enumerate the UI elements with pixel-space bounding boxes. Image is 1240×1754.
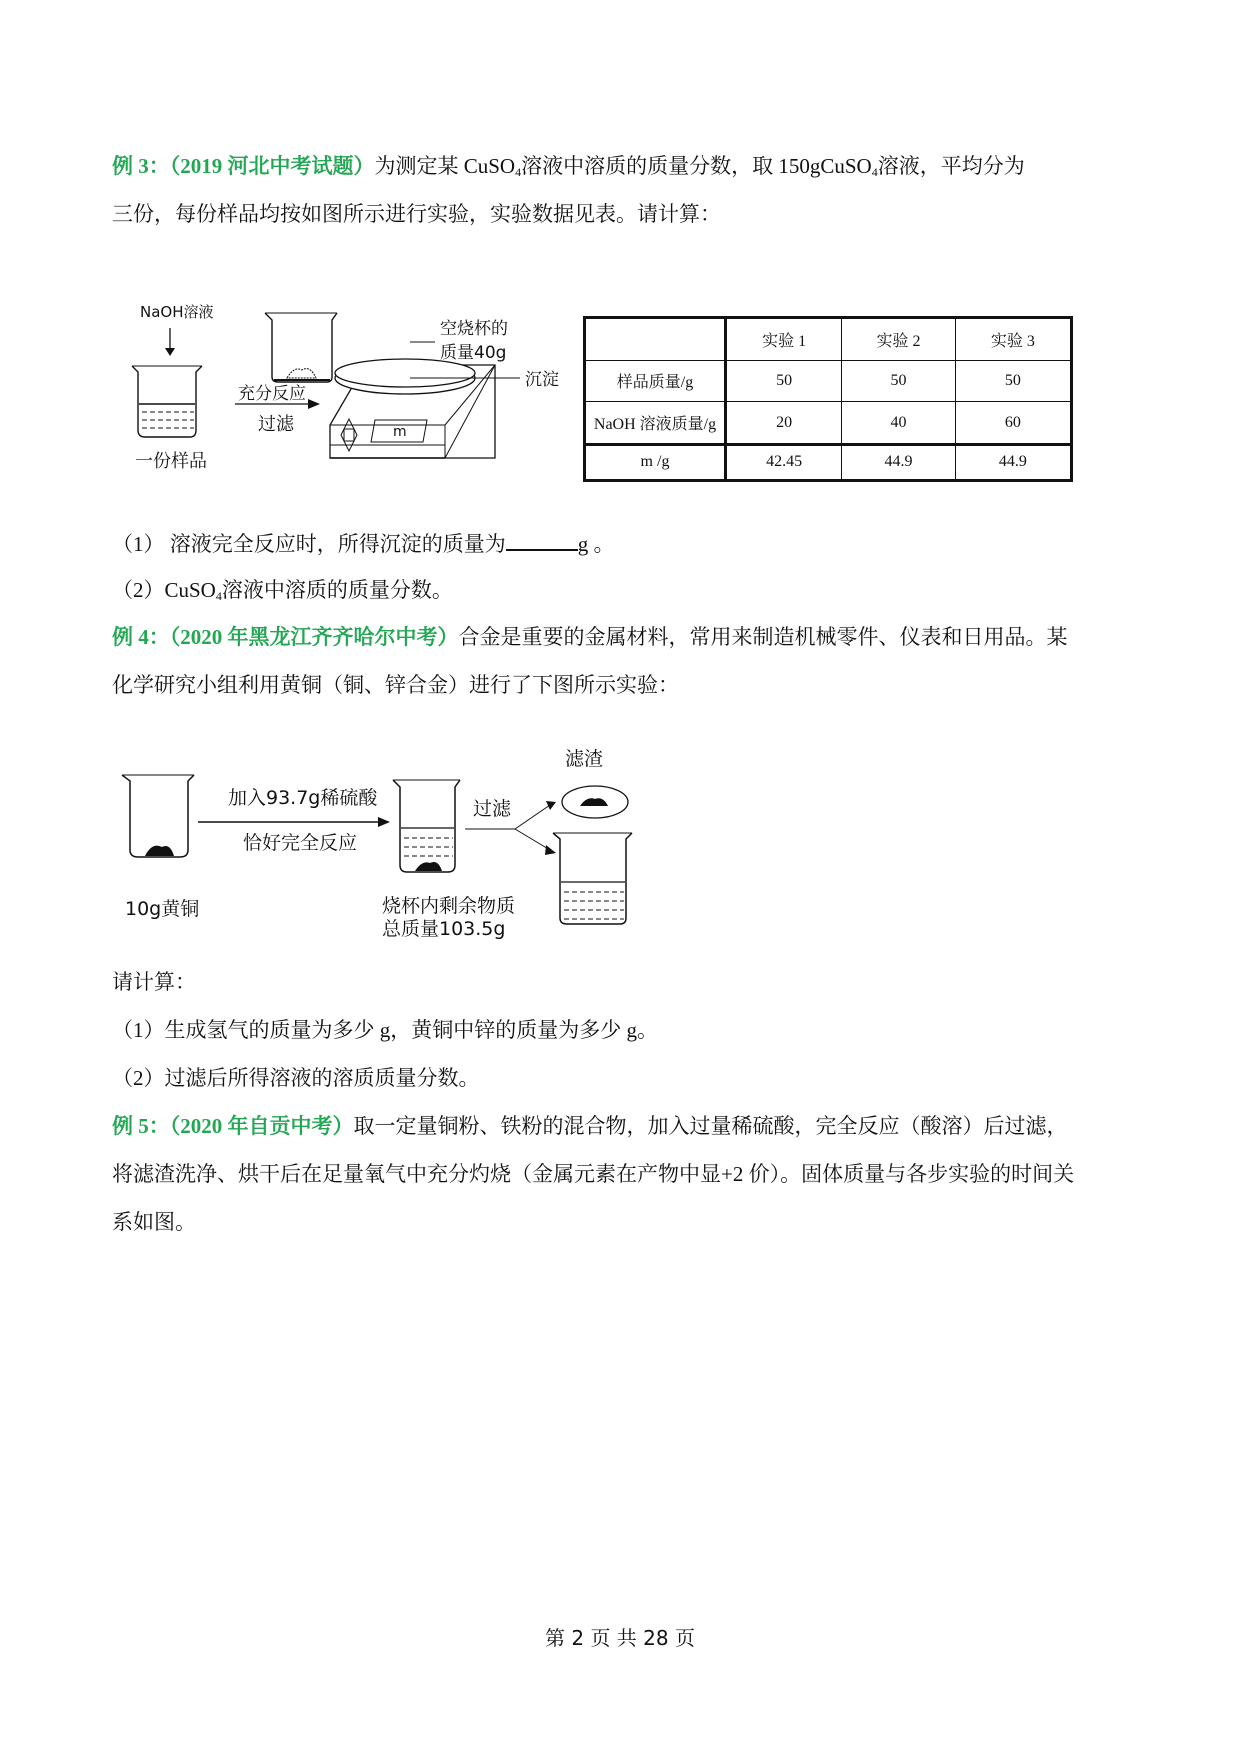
example3-question2 xyxy=(112,576,453,610)
filtrate-beaker xyxy=(553,833,632,924)
example4-line1 xyxy=(112,623,1068,651)
question-suffix: 溶液中溶质的质量分数。 xyxy=(221,578,453,602)
reaction-beaker xyxy=(393,780,460,872)
brass-solid xyxy=(145,846,174,856)
table-cell: 42.45 xyxy=(726,444,842,480)
example5-line1 xyxy=(112,1112,1068,1140)
remaining-mass-label-1: 烧杯内剩余物质 xyxy=(382,895,516,917)
acid-arrow-head xyxy=(378,817,390,827)
example4-text: 合金是重要的金属材料，常用来制造机械零件、仪表和日用品。某 xyxy=(458,625,1068,649)
display-label: m xyxy=(393,424,407,440)
filter-paper xyxy=(562,786,628,818)
example3-line2: 三份，每份样品均按如图所示进行实验，实验数据见表。请计算： xyxy=(112,202,721,226)
page-footer: 第 2 页 共 28 页 xyxy=(545,1626,695,1650)
process-arrow-head xyxy=(308,399,320,409)
answer-blank[interactable] xyxy=(506,529,578,551)
arrow-top-label: 充分反应 xyxy=(238,384,306,404)
table-cell: 44.9 xyxy=(842,444,956,480)
example4-apparatus-figure xyxy=(110,725,790,940)
example4-question1: （1）生成氢气的质量为多少 g，黄铜中锌的质量为多少 g。 xyxy=(112,1018,658,1042)
example3-label: 例 3：（2019 河北中考试题） xyxy=(112,154,375,178)
table-cell xyxy=(585,318,726,361)
question-text: （2）CuSO xyxy=(112,578,216,602)
branch-up xyxy=(515,805,550,829)
example5-label: 例 5：（2020 年自贡中考） xyxy=(112,1114,354,1138)
down-arrow-head xyxy=(165,348,175,356)
example4-label: 例 4：（2020 年黑龙江齐齐哈尔中考） xyxy=(112,625,459,649)
filter-label: 过滤 xyxy=(473,798,512,820)
table-header-cell: 实验 2 xyxy=(842,318,956,361)
example5-line2: 将滤渣洗净、烘干后在足量氧气中充分灼烧（金属元素在产物中显+2 价）。固体质量与各步实验的时间关 xyxy=(112,1162,1075,1186)
example3-text-b: 溶液中溶质的质量分数，取 150gCuSO xyxy=(521,154,872,178)
balance-scale xyxy=(330,359,495,458)
example5-text: 取一定量铜粉、铁粉的混合物，加入过量稀硫酸，完全反应（酸溶）后过滤， xyxy=(353,1114,1068,1138)
acid-arrow-bottom-label: 恰好完全反应 xyxy=(243,832,358,854)
table-row xyxy=(585,444,1072,480)
example4-prompt: 请计算： xyxy=(112,970,196,994)
weighed-beaker xyxy=(265,313,337,382)
example3-line1 xyxy=(112,152,1025,186)
branch-down xyxy=(515,829,550,850)
sample-label: 一份样品 xyxy=(135,451,207,472)
brass-beaker xyxy=(122,775,194,857)
table-cell: 50 xyxy=(842,360,956,401)
table-cell: 50 xyxy=(955,360,1071,401)
subscript: 4 xyxy=(871,165,878,179)
beaker-mass-label-2: 质量40g xyxy=(440,343,507,363)
table-row-header: NaOH 溶液质量/g xyxy=(585,402,726,445)
question-text: （1） 溶液完全反应时，所得沉淀的质量为 xyxy=(112,532,506,556)
table-row-header: 样品质量/g xyxy=(585,360,726,401)
table-row-header: m /g xyxy=(585,444,726,480)
example3-text-a: 为测定某 CuSO xyxy=(374,154,516,178)
table-row xyxy=(585,402,1072,445)
beaker-mass-label-1: 空烧杯的 xyxy=(440,319,508,339)
table-header-row xyxy=(585,318,1072,361)
precipitate-label: 沉淀 xyxy=(525,370,559,390)
experiment-data-table xyxy=(583,316,1073,482)
table-header-cell: 实验 1 xyxy=(726,318,842,361)
table-cell: 60 xyxy=(955,402,1071,445)
example3-text-c: 溶液，平均分为 xyxy=(877,154,1025,178)
table-cell: 40 xyxy=(842,402,956,445)
example5-line3: 系如图。 xyxy=(112,1210,196,1234)
table-cell: 20 xyxy=(726,402,842,445)
table-cell: 44.9 xyxy=(955,444,1071,480)
subscript: 4 xyxy=(215,589,222,603)
residue-label: 滤渣 xyxy=(565,748,604,770)
question-suffix: g 。 xyxy=(577,532,615,556)
sample-beaker xyxy=(132,366,202,437)
subscript: 4 xyxy=(515,165,522,179)
brass-label: 10g黄铜 xyxy=(125,898,200,920)
naoh-label: NaOH溶液 xyxy=(140,303,214,321)
table-header-cell: 实验 3 xyxy=(955,318,1071,361)
example4-question2: （2）过滤后所得溶液的溶质质量分数。 xyxy=(112,1066,480,1090)
table-row xyxy=(585,360,1072,401)
remaining-mass-label-2: 总质量103.5g xyxy=(382,918,506,940)
example3-apparatus-figure xyxy=(110,280,580,480)
arrow-bottom-label: 过滤 xyxy=(258,414,294,435)
example4-line2: 化学研究小组利用黄铜（铜、锌合金）进行了下图所示实验： xyxy=(112,673,679,697)
acid-arrow-top-label: 加入93.7g稀硫酸 xyxy=(228,787,378,809)
table-cell: 50 xyxy=(726,360,842,401)
example3-question1 xyxy=(112,529,615,558)
